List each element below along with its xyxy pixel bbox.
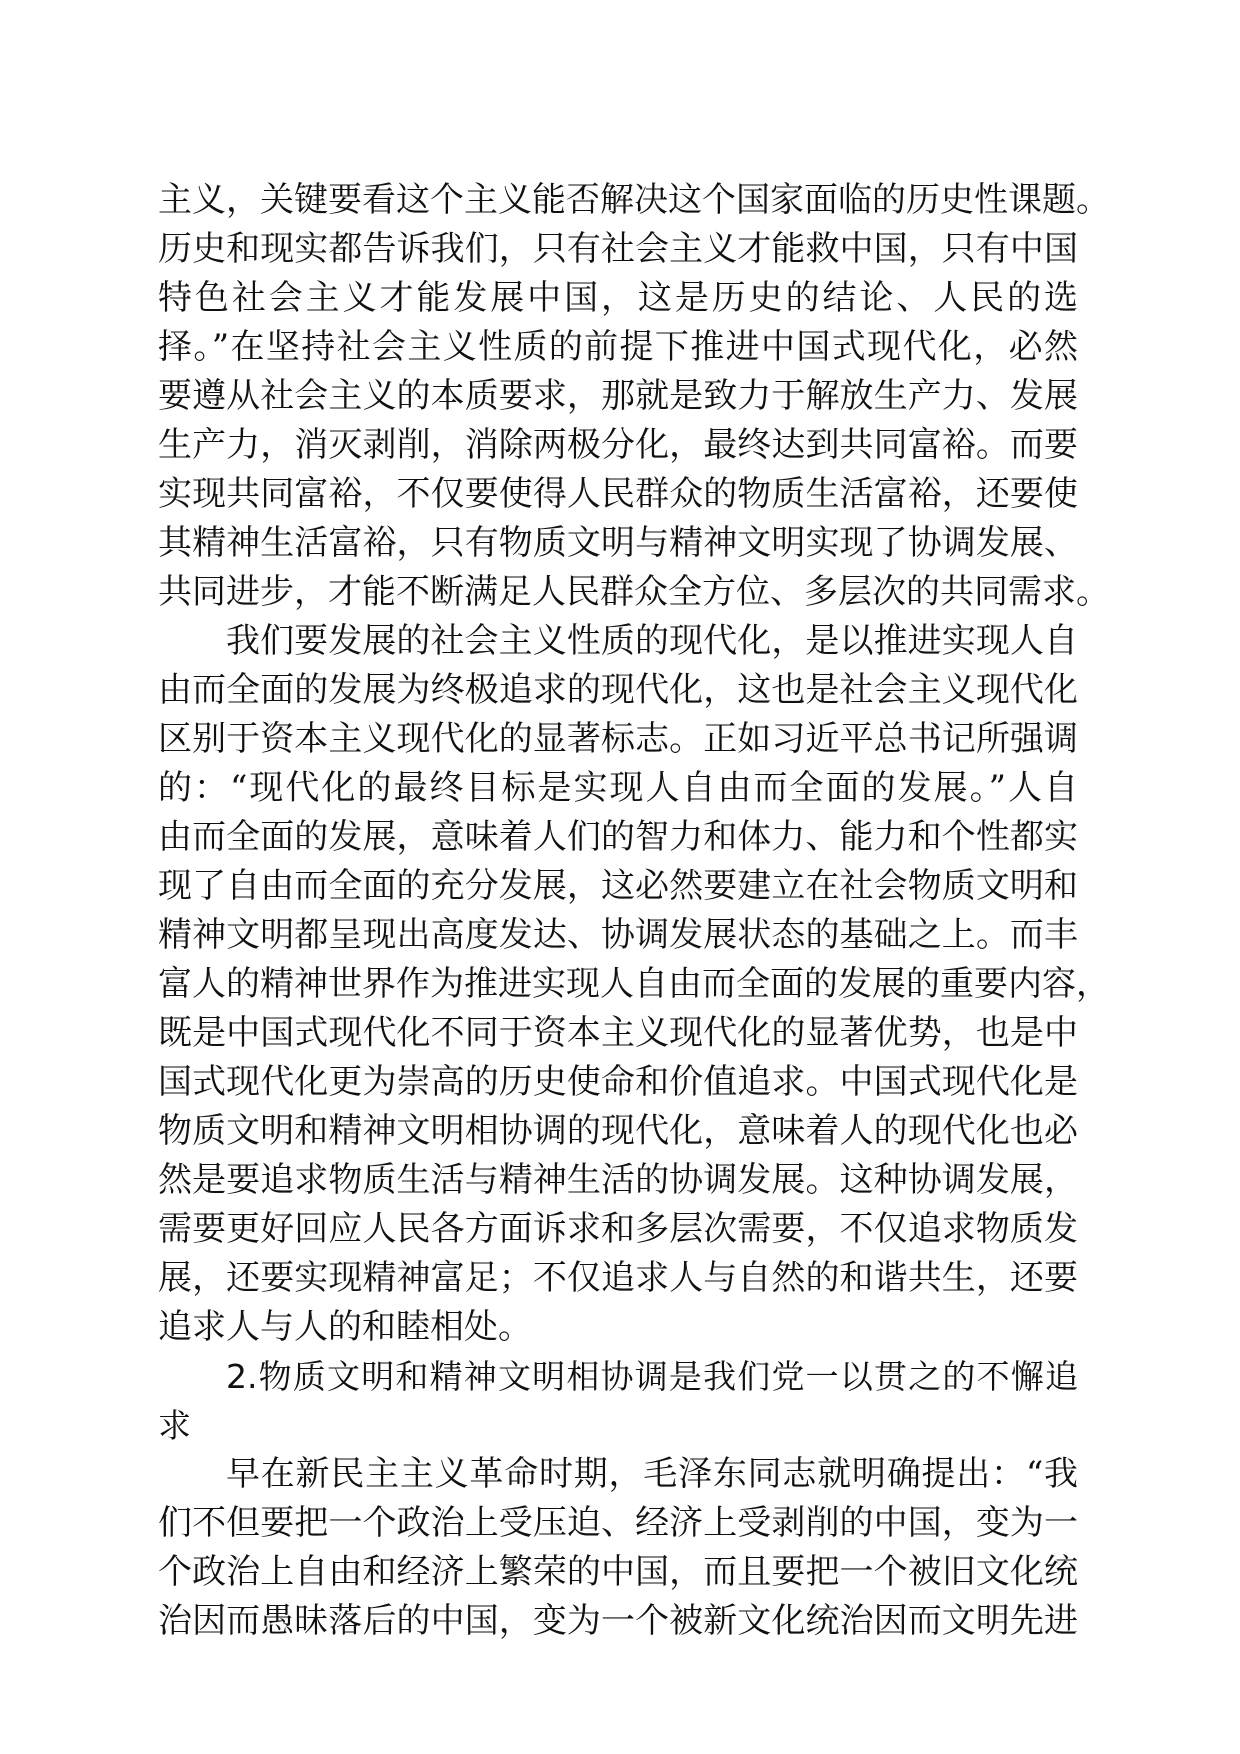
text-line: 物质文明和精神文明相协调的现代化，意味着人的现代化也必 bbox=[158, 1111, 1078, 1151]
section-heading bbox=[158, 1352, 1078, 1450]
text-line: 个政治上自由和经济上繁荣的中国，而且要把一个被旧文化统 bbox=[158, 1552, 1078, 1592]
text-line: 由而全面的发展为终极追求的现代化，这也是社会主义现代化 bbox=[158, 670, 1078, 710]
text-line: 生产力，消灭剥削，消除两极分化，最终达到共同富裕。而要 bbox=[158, 425, 1078, 465]
text-line: 由而全面的发展，意味着人们的智力和体力、能力和个性都实 bbox=[158, 817, 1078, 857]
text-line: 治因而愚昧落后的中国，变为一个被新文化统治因而文明先进 bbox=[158, 1601, 1078, 1641]
text-line: 富人的精神世界作为推进实现人自由而全面的发展的重要内容， bbox=[158, 964, 1110, 1004]
text-line: 区别于资本主义现代化的显著标志。正如习近平总书记所强调 bbox=[158, 719, 1078, 759]
text-line: 我们要发展的社会主义性质的现代化，是以推进实现人自 bbox=[226, 621, 1078, 661]
heading-line: 求 bbox=[158, 1406, 191, 1445]
heading-line: 2.物质文明和精神文明相协调是我们党一以贯之的不懈追 bbox=[226, 1357, 1078, 1396]
text-line: 追求人与人的和睦相处。 bbox=[158, 1307, 532, 1347]
text-line: 精神文明都呈现出高度发达、协调发展状态的基础之上。而丰 bbox=[158, 915, 1078, 955]
text-line: 国式现代化更为崇高的历史使命和价值追求。中国式现代化是 bbox=[158, 1062, 1078, 1102]
text-line: 择。”在坚持社会主义性质的前提下推进中国式现代化，必然 bbox=[158, 327, 1078, 367]
text-line: 主义，关键要看这个主义能否解决这个国家面临的历史性课题。 bbox=[158, 180, 1110, 220]
text-line: 现了自由而全面的充分发展，这必然要建立在社会物质文明和 bbox=[158, 866, 1078, 906]
text-line: 特色社会主义才能发展中国，这是历史的结论、人民的选 bbox=[158, 278, 1078, 318]
paragraph-3 bbox=[158, 1450, 1078, 1646]
paragraph-1 bbox=[158, 176, 1110, 617]
text-line: 既是中国式现代化不同于资本主义现代化的显著优势，也是中 bbox=[158, 1013, 1078, 1053]
text-line: 要遵从社会主义的本质要求，那就是致力于解放生产力、发展 bbox=[158, 376, 1078, 416]
document-body bbox=[158, 176, 1110, 1646]
text-line: 其精神生活富裕，只有物质文明与精神文明实现了协调发展、 bbox=[158, 523, 1078, 563]
text-line: 展，还要实现精神富足；不仅追求人与自然的和谐共生，还要 bbox=[158, 1258, 1078, 1298]
text-line: 需要更好回应人民各方面诉求和多层次需要，不仅追求物质发 bbox=[158, 1209, 1078, 1249]
text-line: 然是要追求物质生活与精神生活的协调发展。这种协调发展， bbox=[158, 1160, 1078, 1200]
text-line: 实现共同富裕，不仅要使得人民群众的物质生活富裕，还要使 bbox=[158, 474, 1078, 514]
text-line: 们不但要把一个政治上受压迫、经济上受剥削的中国，变为一 bbox=[158, 1503, 1078, 1543]
text-line: 共同进步，才能不断满足人民群众全方位、多层次的共同需求。 bbox=[158, 572, 1110, 612]
paragraph-2 bbox=[158, 617, 1110, 1352]
text-line: 早在新民主主义革命时期，毛泽东同志就明确提出：“我 bbox=[226, 1454, 1078, 1494]
text-line: 历史和现实都告诉我们，只有社会主义才能救中国，只有中国 bbox=[158, 229, 1078, 269]
text-line: 的：“现代化的最终目标是实现人自由而全面的发展。”人自 bbox=[158, 768, 1078, 808]
